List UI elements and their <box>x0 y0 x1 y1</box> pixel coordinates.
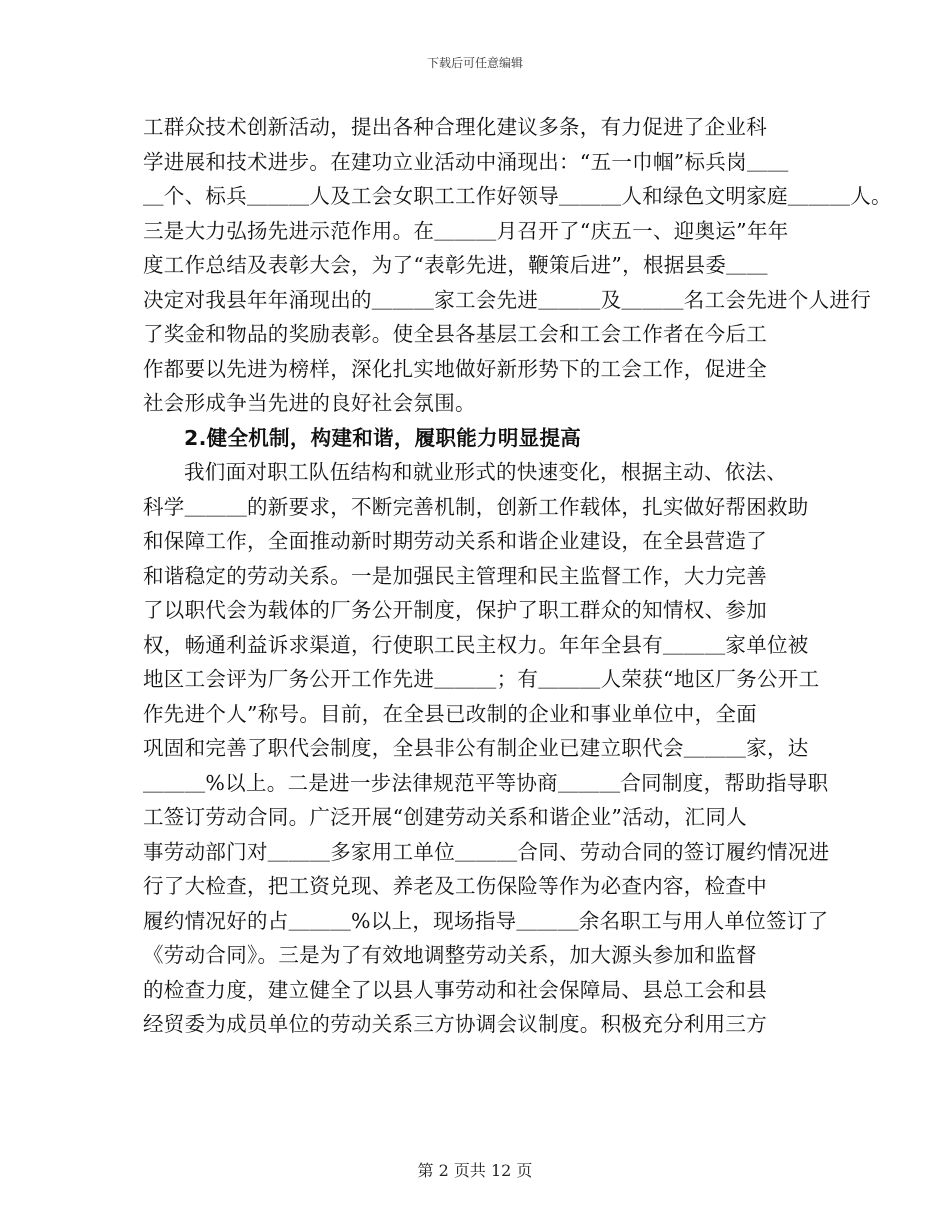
text-line: 工群众技术创新活动，提出各种合理化建议多条，有力促进了企业科 <box>143 115 767 139</box>
text-line: 地区工会评为厂务公开工作先进＿＿＿；有＿＿＿人荣获“地区厂务公开工 <box>143 667 820 691</box>
section-heading: 2.健全机制，构建和谐，履职能力明显提高 <box>184 425 582 450</box>
text-line: 和谐稳定的劳动关系。一是加强民主管理和民主监督工作，大力完善 <box>143 563 767 588</box>
text-line: 和保障工作，全面推动新时期劳动关系和谐企业建设，在全县营造了 <box>143 529 767 553</box>
text-line: 巩固和完善了职代会制度，全县非公有制企业已建立职代会＿＿＿家，达 <box>143 736 809 760</box>
text-line: 我们面对职工队伍结构和就业形式的快速变化，根据主动、依法、 <box>184 460 788 484</box>
text-line: 履约情况好的占＿＿＿%以上，现场指导＿＿＿余名职工与用人单位签订了 <box>143 908 829 933</box>
text-line: 了奖金和物品的奖励表彰。使全县各基层工会和工会工作者在今后工 <box>143 322 767 346</box>
document-body <box>143 110 892 1042</box>
text-line: 科学＿＿＿的新要求，不断完善机制，创新工作载体，扎实做好帮困救助 <box>143 494 809 519</box>
paragraph-1 <box>143 110 892 421</box>
text-line: ＿个、标兵＿＿＿人及工会女职工工作好领导＿＿＿人和绿色文明家庭＿＿＿人。 <box>143 184 892 208</box>
text-line: 决定对我县年年涌现出的＿＿＿家工会先进＿＿＿及＿＿＿名工会先进个人进行 <box>143 287 871 312</box>
text-line: 《劳动合同》。三是为了有效地调整劳动关系，加大源头参加和监督 <box>143 943 757 967</box>
text-line: 三是大力弘扬先进示范作用。在＿＿＿月召开了“庆五一、迎奥运”年年 <box>143 218 789 243</box>
text-line: 经贸委为成员单位的劳动关系三方协调会议制度。积极充分利用三方 <box>143 1012 767 1036</box>
page-header-note: 下载后可任意编辑 <box>426 56 523 70</box>
text-line: ＿＿＿%以上。二是进一步法律规范平等协商＿＿＿合同制度，帮助指导职 <box>143 770 829 795</box>
text-line: 作先进个人”称号。目前，在全县已改制的企业和事业单位中，全面 <box>143 701 757 726</box>
text-line: 权，畅通利益诉求渠道，行使职工民主权力。年年全县有＿＿＿家单位被 <box>143 632 809 657</box>
page-number: 第 2 页共 12 页 <box>417 1161 533 1180</box>
text-line: 学进展和技术进步。在建功立业活动中涌现出：“五一巾帼”标兵岗＿＿ <box>143 149 789 174</box>
text-line: 社会形成争当先进的良好社会氛围。 <box>143 391 476 415</box>
text-line: 度工作总结及表彰大会，为了“表彰先进，鞭策后进”，根据县委＿＿ <box>143 253 768 277</box>
text-line: 了以职代会为载体的厂务公开制度，保护了职工群众的知情权、参加 <box>143 598 767 622</box>
text-line: 工签订劳动合同。广泛开展“创建劳动关系和谐企业”活动，汇同人 <box>143 805 747 829</box>
text-line: 事劳动部门对＿＿＿多家用工单位＿＿＿合同、劳动合同的签订履约情况进 <box>143 839 830 864</box>
paragraph-2 <box>143 455 830 1042</box>
text-line: 行了大检查，把工资兑现、养老及工伤保险等作为必查内容，检查中 <box>143 874 767 898</box>
text-line: 作都要以先进为榜样，深化扎实地做好新形势下的工会工作，促进全 <box>143 356 767 381</box>
text-line: 的检查力度，建立健全了以县人事劳动和社会保障局、县总工会和县 <box>143 977 767 1002</box>
